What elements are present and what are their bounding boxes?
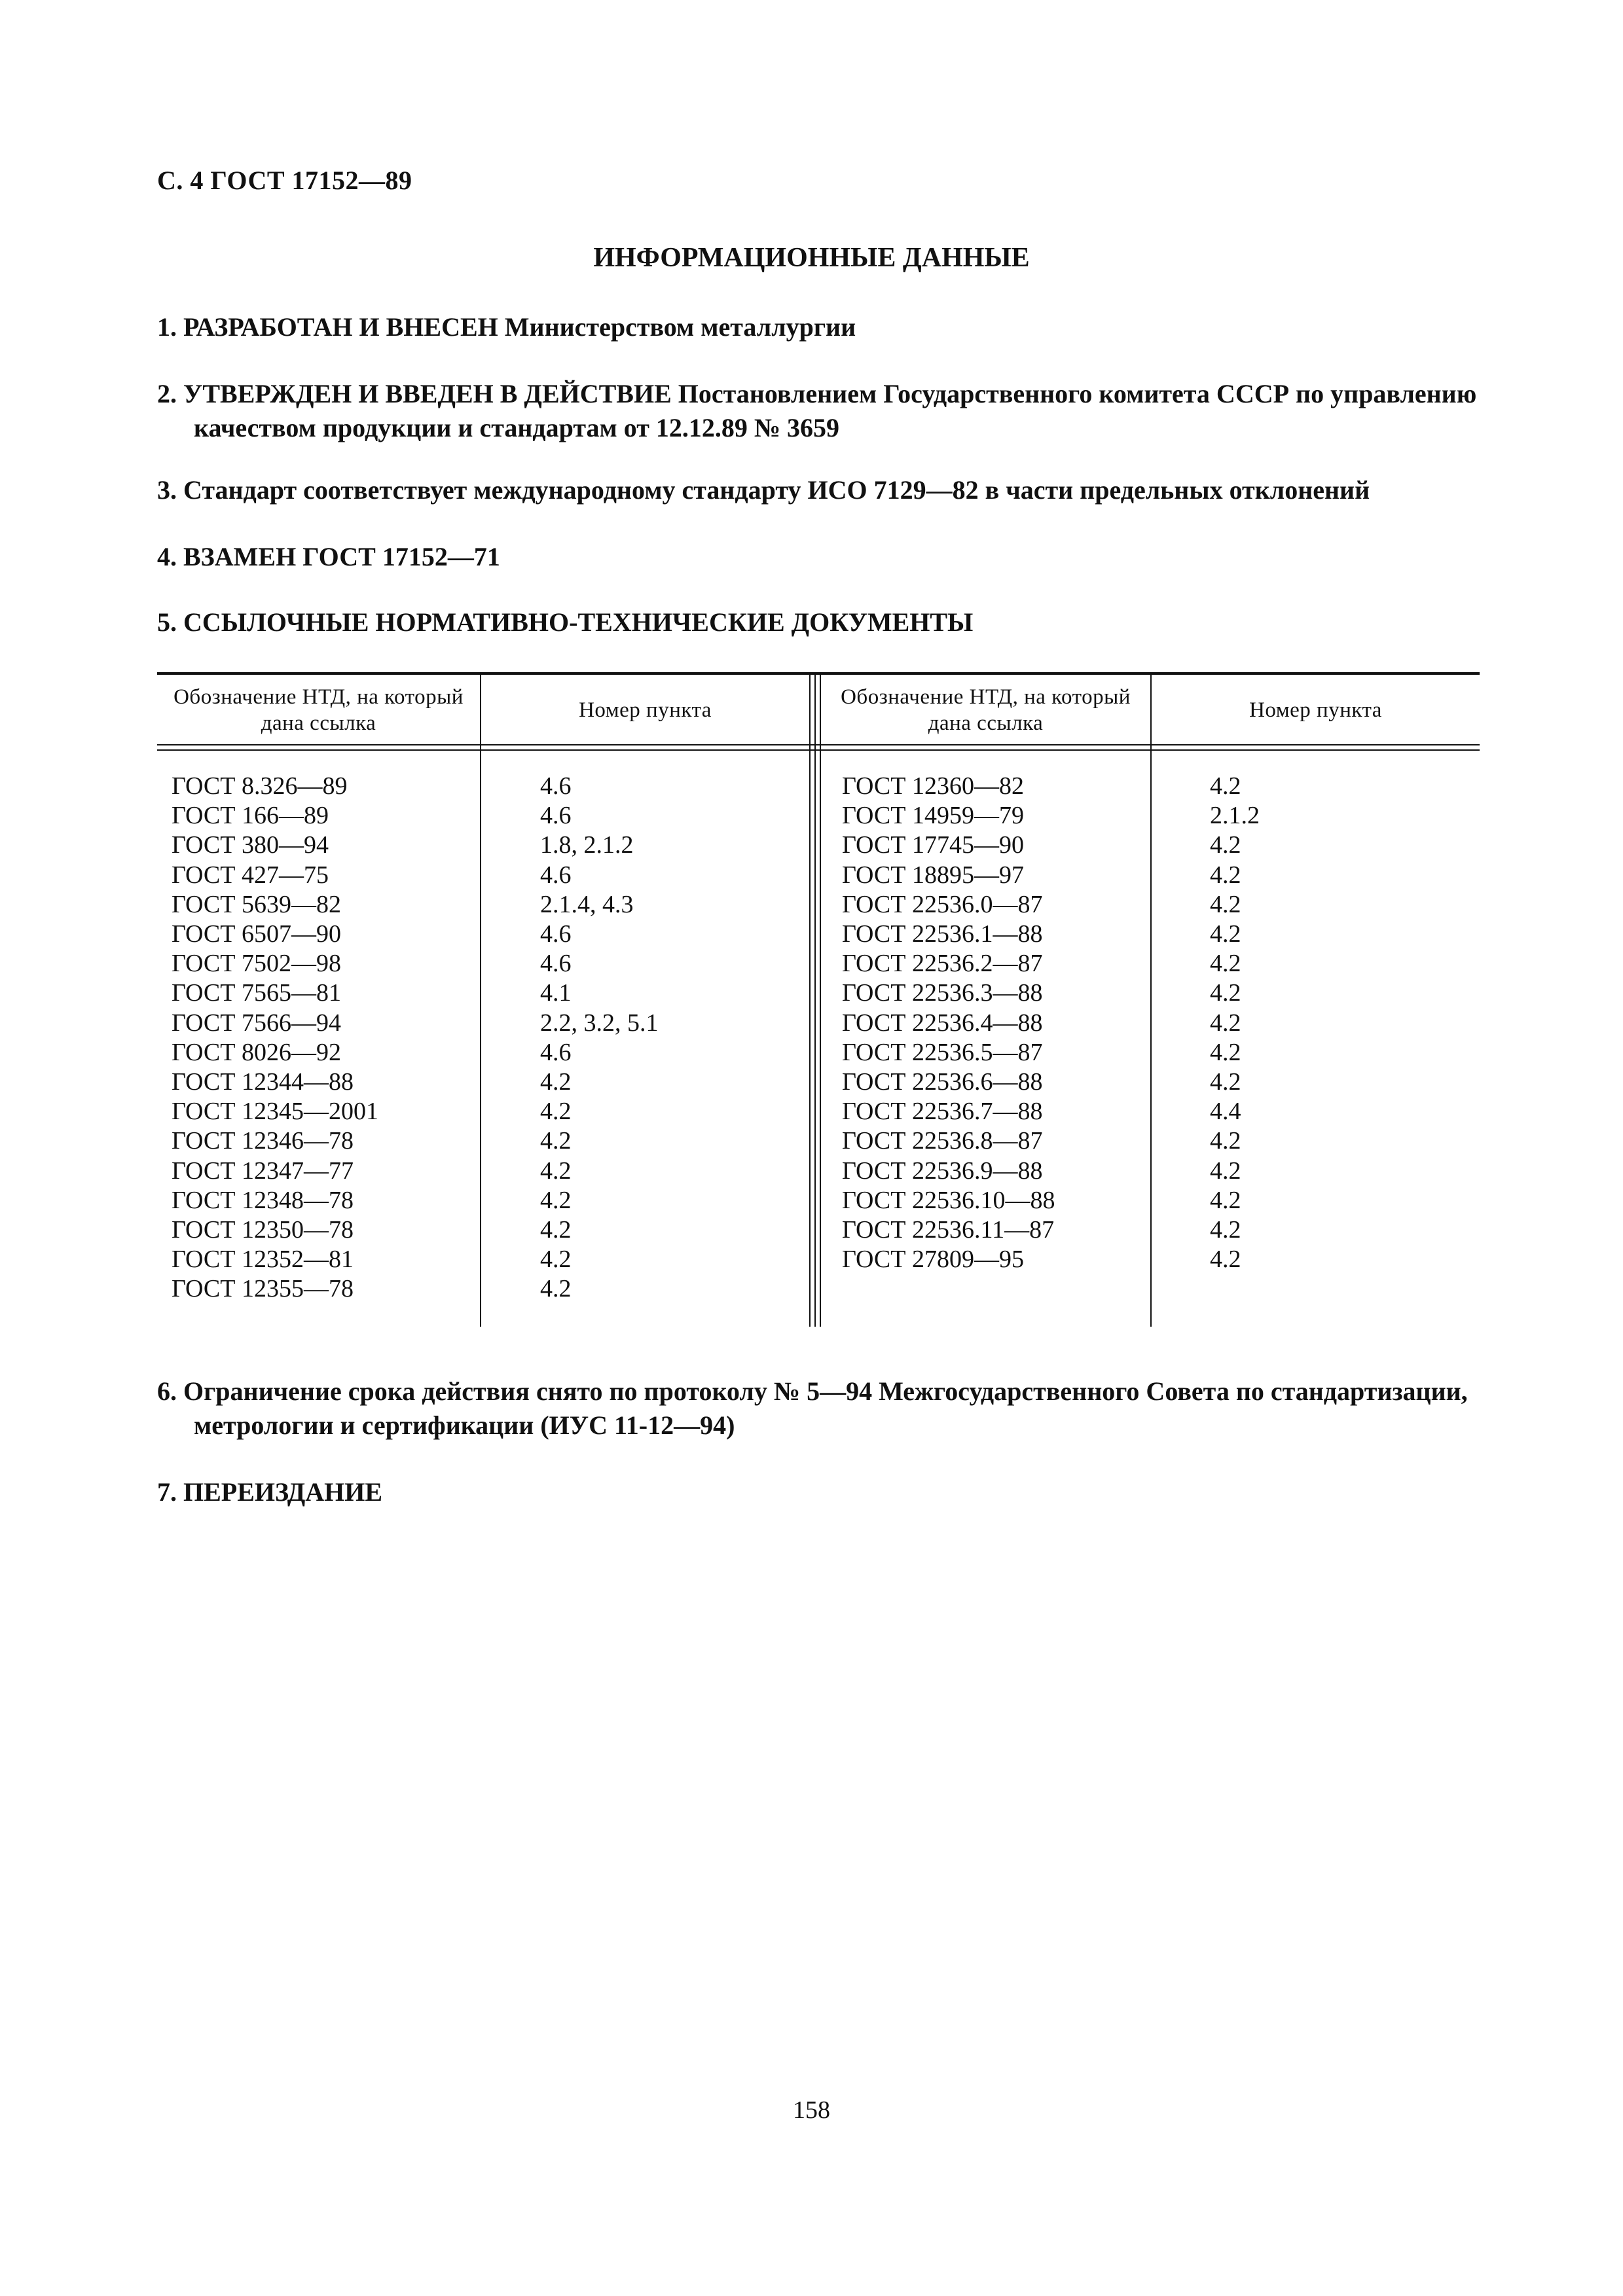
table-cell: 4.6 <box>540 861 572 889</box>
table-cell: ГОСТ 22536.3—88 <box>842 979 1043 1007</box>
column-divider <box>809 672 811 1327</box>
table-cell: ГОСТ 12345—2001 <box>172 1098 378 1126</box>
table-cell: ГОСТ 22536.1—88 <box>842 920 1043 948</box>
table-cell: 4.6 <box>540 950 572 978</box>
table-cell: 4.6 <box>540 802 572 830</box>
column-header-clause: Номер пункта <box>1249 698 1382 722</box>
table-cell: ГОСТ 7502—98 <box>172 950 341 978</box>
table-cell: 4.2 <box>1210 1068 1241 1096</box>
page-number: 158 <box>793 2096 830 2124</box>
table-cell: ГОСТ 166—89 <box>172 802 329 830</box>
column-header-doc: Обозначение НТД, на который дана ссылка <box>841 685 1131 735</box>
table-cell: 4.2 <box>540 1127 572 1155</box>
item-body <box>157 377 1480 445</box>
column-divider <box>480 672 481 1327</box>
section-title: ИНФОРМАЦИОННЫЕ ДАННЫЕ <box>593 243 1030 273</box>
item-number: 7. <box>157 1477 177 1507</box>
table-cell: ГОСТ 12355—78 <box>172 1275 354 1303</box>
table-cell: 4.2 <box>1210 1009 1241 1037</box>
table-cell: ГОСТ 27809—95 <box>842 1246 1024 1274</box>
table-cell: 4.2 <box>540 1157 572 1185</box>
table-cell: 4.2 <box>1210 1216 1241 1244</box>
table-cell: 4.2 <box>1210 890 1241 918</box>
table-cell: 4.2 <box>540 1068 572 1096</box>
table-cell: ГОСТ 5639—82 <box>172 890 341 918</box>
table-cell: ГОСТ 18895—97 <box>842 861 1024 889</box>
column-header-doc: Обозначение НТД, на который дана ссылка <box>173 685 464 735</box>
table-cell: ГОСТ 22536.6—88 <box>842 1068 1043 1096</box>
item-number: 1. <box>157 312 177 342</box>
table-cell: 4.2 <box>1210 772 1241 800</box>
table-cell: ГОСТ 7565—81 <box>172 979 341 1007</box>
table-cell: ГОСТ 12360—82 <box>842 772 1024 800</box>
item-number: 3. <box>157 475 177 505</box>
item-lead: РАЗРАБОТАН И ВНЕСЕН <box>183 312 498 342</box>
header-rule <box>157 744 1480 745</box>
info-item-5 <box>157 605 1480 639</box>
table-cell: ГОСТ 22536.8—87 <box>842 1127 1043 1155</box>
column-header-clause: Номер пункта <box>579 698 712 722</box>
table-cell: 4.2 <box>1210 1186 1241 1214</box>
table-cell: ГОСТ 22536.4—88 <box>842 1009 1043 1037</box>
header-rule <box>157 749 1480 751</box>
info-item-3 <box>157 473 1480 507</box>
table-cell: 4.1 <box>540 979 572 1007</box>
table-cell: 4.2 <box>540 1186 572 1214</box>
references-table <box>157 672 1480 1327</box>
table-cell: ГОСТ 427—75 <box>172 861 329 889</box>
table-cell: 4.2 <box>1210 1127 1241 1155</box>
info-item-2 <box>157 377 1480 445</box>
table-cell: ГОСТ 22536.0—87 <box>842 890 1043 918</box>
table-cell: 4.2 <box>540 1275 572 1303</box>
table-cell: ГОСТ 12347—77 <box>172 1157 354 1185</box>
table-cell: ГОСТ 22536.2—87 <box>842 950 1043 978</box>
table-cell: ГОСТ 22536.5—87 <box>842 1038 1043 1066</box>
table-cell: 4.6 <box>540 1038 572 1066</box>
item-text: Ограничение срока действия снято по протоколу № 5—94 Межгосударственного Совета по стандартизации, метрологии и сертификации (ИУС 11-12—94) <box>183 1376 1468 1440</box>
item-text: Министерством металлургии <box>504 312 856 342</box>
item-number: 4. <box>157 542 177 571</box>
column-divider <box>814 672 816 1327</box>
table-cell: 4.2 <box>540 1246 572 1274</box>
table-cell: ГОСТ 17745—90 <box>842 831 1024 859</box>
table-cell: 4.2 <box>1210 1038 1241 1066</box>
info-item-1 <box>157 310 1480 344</box>
table-cell: 2.1.2 <box>1210 802 1260 830</box>
column-divider <box>820 672 821 1327</box>
item-text: ВЗАМЕН ГОСТ 17152—71 <box>183 542 500 571</box>
item-text: Стандарт соответствует международному стандарту ИСО 7129—82 в части предельных отклонений <box>183 475 1370 505</box>
table-cell: ГОСТ 22536.10—88 <box>842 1186 1055 1214</box>
right-doc-column <box>842 772 1055 1274</box>
table-cell: ГОСТ 6507—90 <box>172 920 341 948</box>
table-top-rule <box>157 672 1480 675</box>
table-cell: 4.6 <box>540 920 572 948</box>
item-lead: УТВЕРЖДЕН И ВВЕДЕН В ДЕЙСТВИЕ <box>183 379 672 408</box>
item-text: Постановлением Государственного комитета СССР по управлению качеством продукции и стандартам от 12.12.89 № 3659 <box>194 379 1477 442</box>
table-cell: ГОСТ 22536.7—88 <box>842 1098 1043 1126</box>
item-text: ССЫЛОЧНЫЕ НОРМАТИВНО-ТЕХНИЧЕСКИЕ ДОКУМЕНТЫ <box>183 607 974 637</box>
table-cell: 2.2, 3.2, 5.1 <box>540 1009 659 1037</box>
table-cell: ГОСТ 14959—79 <box>842 802 1024 830</box>
table-cell: 4.2 <box>1210 1246 1241 1274</box>
table-cell: ГОСТ 12348—78 <box>172 1186 354 1214</box>
table-cell: ГОСТ 12346—78 <box>172 1127 354 1155</box>
table-cell: 4.2 <box>1210 979 1241 1007</box>
table-cell: ГОСТ 12352—81 <box>172 1246 354 1274</box>
table-cell: 4.2 <box>540 1216 572 1244</box>
table-cell: 4.2 <box>1210 920 1241 948</box>
left-doc-column <box>172 772 378 1304</box>
table-cell: ГОСТ 7566—94 <box>172 1009 341 1037</box>
table-cell: ГОСТ 8026—92 <box>172 1038 341 1066</box>
right-clause-column <box>1210 772 1260 1274</box>
table-cell: ГОСТ 22536.11—87 <box>842 1216 1055 1244</box>
info-item-7 <box>157 1475 1480 1509</box>
table-cell: ГОСТ 12344—88 <box>172 1068 354 1096</box>
table-cell: ГОСТ 8.326—89 <box>172 772 348 800</box>
table-cell: ГОСТ 22536.9—88 <box>842 1157 1043 1185</box>
table-cell: ГОСТ 12350—78 <box>172 1216 354 1244</box>
column-divider <box>1150 672 1152 1327</box>
page-header: С. 4 ГОСТ 17152—89 <box>157 166 412 195</box>
table-cell: ГОСТ 380—94 <box>172 831 329 859</box>
item-text: ПЕРЕИЗДАНИЕ <box>183 1477 383 1507</box>
table-cell: 4.2 <box>1210 861 1241 889</box>
table-cell: 4.6 <box>540 772 572 800</box>
table-cell: 4.2 <box>1210 1157 1241 1185</box>
table-cell: 4.2 <box>540 1098 572 1126</box>
info-item-4 <box>157 540 1480 574</box>
item-number: 5. <box>157 607 177 637</box>
table-cell: 2.1.4, 4.3 <box>540 890 634 918</box>
item-body <box>157 1374 1480 1443</box>
table-cell: 4.4 <box>1210 1098 1241 1126</box>
table-cell: 4.2 <box>1210 950 1241 978</box>
item-number: 2. <box>157 379 177 408</box>
item-number: 6. <box>157 1376 177 1406</box>
table-cell: 1.8, 2.1.2 <box>540 831 634 859</box>
table-cell: 4.2 <box>1210 831 1241 859</box>
info-item-6 <box>157 1374 1480 1443</box>
left-clause-column <box>540 772 659 1304</box>
